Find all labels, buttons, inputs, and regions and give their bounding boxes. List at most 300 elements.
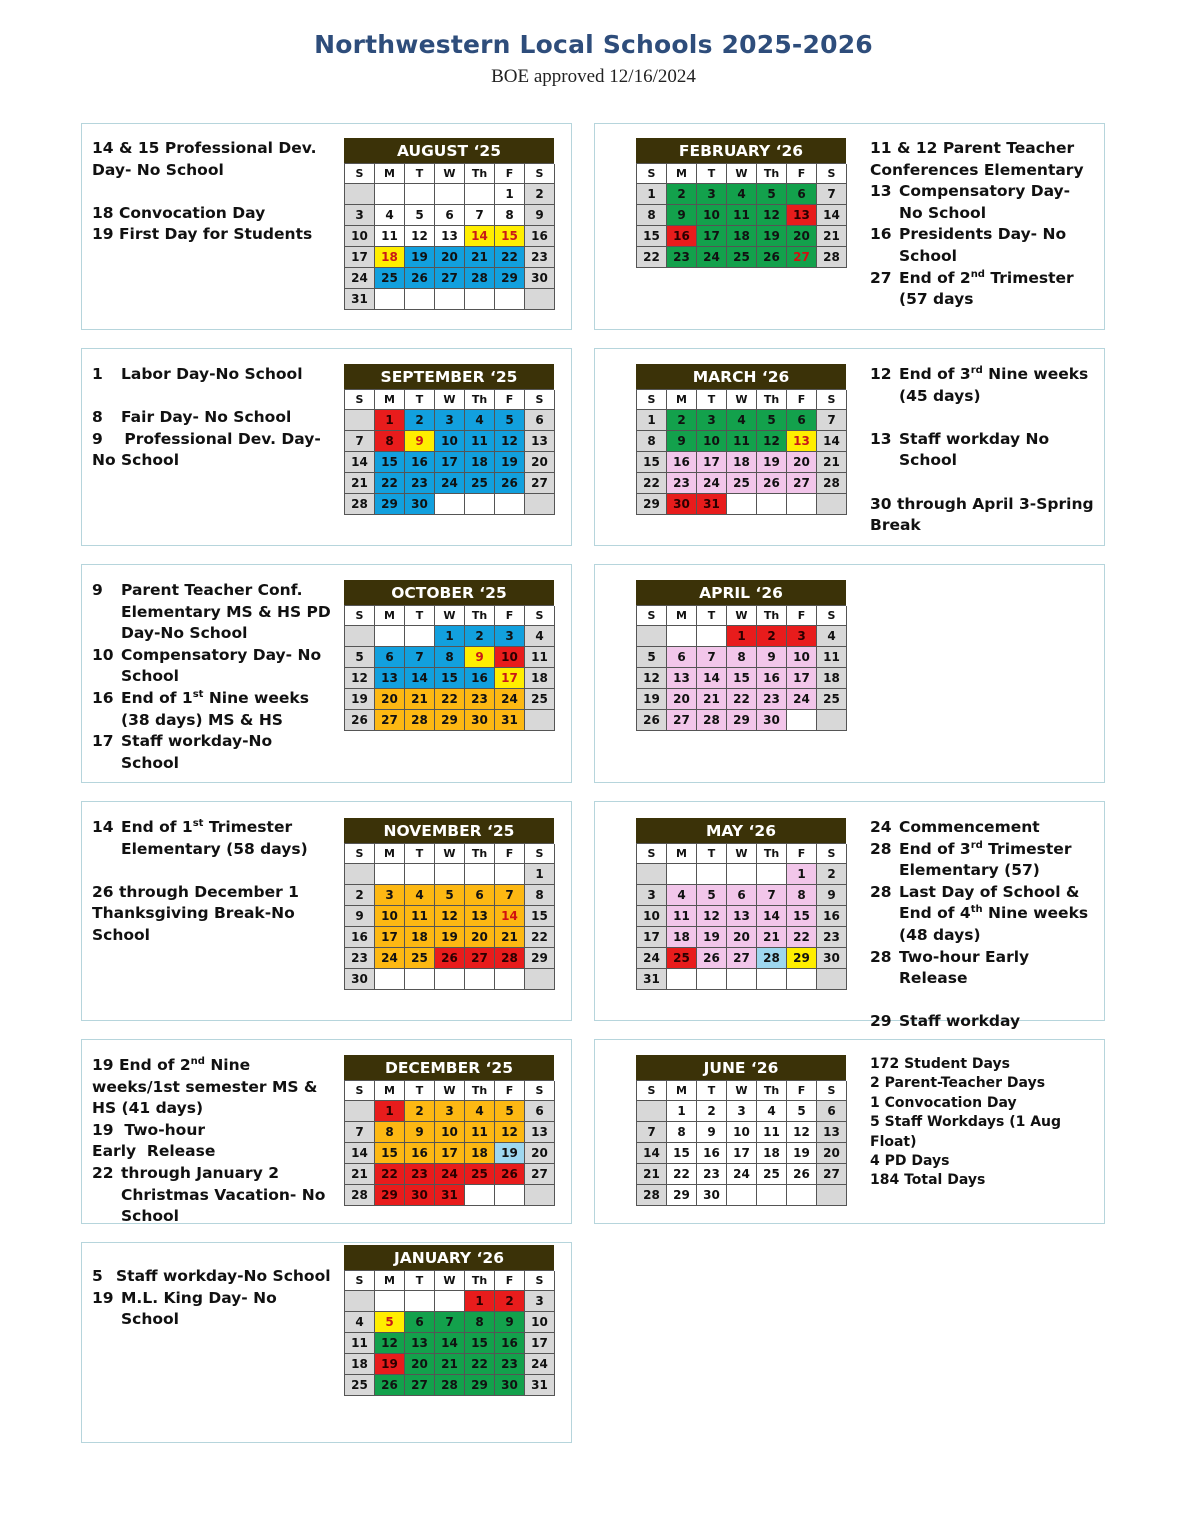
- calendar-note: [92, 407, 332, 429]
- weekday-header: W: [435, 844, 465, 864]
- day-cell: 11: [465, 431, 495, 452]
- calendar-jan: [344, 1245, 554, 1396]
- empty-day-cell: [465, 289, 495, 310]
- weekday-header: S: [525, 1271, 555, 1291]
- calendar-grid: [636, 843, 846, 990]
- day-cell: 12: [345, 668, 375, 689]
- weekday-header: S: [525, 390, 555, 410]
- day-cell: 1: [525, 864, 555, 885]
- day-cell: 21: [757, 927, 787, 948]
- day-cell: 16: [757, 668, 787, 689]
- note-text: Staff workday-No School: [121, 732, 273, 772]
- weekday-header: M: [667, 606, 697, 626]
- day-cell: 8: [435, 647, 465, 668]
- note-day-number: 19: [92, 1288, 114, 1307]
- note-day-number: 10: [92, 645, 114, 664]
- day-cell: 25: [345, 1375, 375, 1396]
- note-day-number: 13: [870, 429, 892, 448]
- day-cell: 17: [637, 927, 667, 948]
- day-cell: 8: [637, 431, 667, 452]
- day-cell: 11: [727, 431, 757, 452]
- day-cell: 18: [405, 927, 435, 948]
- day-cell: 29: [787, 948, 817, 969]
- day-cell: 1: [727, 626, 757, 647]
- day-cell: 22: [495, 247, 525, 268]
- day-cell: 25: [405, 948, 435, 969]
- weekday-header: Th: [465, 1271, 495, 1291]
- day-cell: 23: [697, 1164, 727, 1185]
- day-cell: 8: [727, 647, 757, 668]
- calendar-grid: [344, 163, 554, 310]
- calendar-apr: [636, 580, 846, 731]
- day-cell: 29: [667, 1185, 697, 1206]
- day-cell: 12: [757, 431, 787, 452]
- day-cell: 9: [817, 885, 847, 906]
- day-cell: 18: [525, 668, 555, 689]
- day-cell: 23: [817, 927, 847, 948]
- day-cell: 6: [405, 1312, 435, 1333]
- note-text-continued: Trimester Elementary (58 days): [121, 818, 308, 858]
- calendar-note: [92, 882, 332, 947]
- note-text: 2 Parent-Teacher Days: [870, 1075, 1046, 1092]
- weekday-header: S: [525, 844, 555, 864]
- day-cell: 4: [727, 184, 757, 205]
- weekday-header: Th: [465, 164, 495, 184]
- empty-day-cell: [757, 494, 787, 515]
- day-cell: 16: [667, 452, 697, 473]
- day-cell: 11: [667, 906, 697, 927]
- note-text: Commencement: [899, 818, 1040, 836]
- note-text-continued: Trimester Elementary (57): [899, 839, 1072, 880]
- weekday-header: S: [525, 606, 555, 626]
- note-day-number: 9: [92, 581, 103, 599]
- day-cell: 20: [375, 689, 405, 710]
- day-cell: 13: [787, 205, 817, 226]
- day-cell: 9: [495, 1312, 525, 1333]
- day-cell: 14: [405, 668, 435, 689]
- calendar-sep: [344, 364, 554, 515]
- note-text: 4 PD Days: [870, 1153, 950, 1170]
- weekday-header: T: [405, 390, 435, 410]
- day-cell: 19: [345, 689, 375, 710]
- day-cell: 17: [697, 226, 727, 247]
- day-cell: 15: [465, 1333, 495, 1354]
- note-superscript: rd: [970, 365, 983, 376]
- notes-mar: [870, 364, 1095, 537]
- note-text: Last Day of School & End of 4: [899, 882, 1080, 923]
- day-cell: 28: [637, 1185, 667, 1206]
- day-cell: 25: [375, 268, 405, 289]
- day-cell: 4: [667, 885, 697, 906]
- day-cell: 15: [787, 906, 817, 927]
- day-cell: 13: [667, 668, 697, 689]
- weekday-header: F: [495, 844, 525, 864]
- weekday-header: W: [727, 1081, 757, 1101]
- weekday-header: M: [375, 164, 405, 184]
- day-cell: 2: [345, 885, 375, 906]
- day-cell: 29: [727, 710, 757, 731]
- weekday-header: S: [817, 606, 847, 626]
- day-cell: 16: [525, 226, 555, 247]
- day-cell: 7: [757, 885, 787, 906]
- day-cell: 29: [465, 1375, 495, 1396]
- calendar-note: [870, 1074, 1100, 1093]
- note-superscript: st: [192, 818, 204, 829]
- note-day-number: 16: [92, 688, 114, 707]
- weekday-header: F: [787, 844, 817, 864]
- day-cell: 24: [375, 948, 405, 969]
- day-cell: 6: [727, 885, 757, 906]
- calendar-note: [92, 1288, 332, 1331]
- calendar-grid: [636, 605, 846, 731]
- day-cell: 18: [727, 452, 757, 473]
- day-cell: 23: [667, 247, 697, 268]
- day-cell: 6: [817, 1101, 847, 1122]
- note-text-continued: Trimester (57 days: [899, 268, 1074, 309]
- day-cell: 4: [525, 626, 555, 647]
- notes-jun: [870, 1055, 1100, 1191]
- day-cell: 7: [345, 1122, 375, 1143]
- day-cell: 30: [405, 1185, 435, 1206]
- day-cell: 2: [495, 1291, 525, 1312]
- day-cell: 24: [697, 473, 727, 494]
- day-cell: 26: [757, 247, 787, 268]
- day-cell: 6: [525, 410, 555, 431]
- day-cell: 17: [727, 1143, 757, 1164]
- calendar-note: [870, 494, 1095, 537]
- day-cell: 25: [525, 689, 555, 710]
- day-cell: 5: [435, 885, 465, 906]
- note-text: Presidents Day- No School: [899, 225, 1067, 265]
- calendar-grid: [344, 1080, 554, 1206]
- calendar-grid: [344, 605, 554, 731]
- day-cell: 7: [465, 205, 495, 226]
- day-cell: 23: [345, 948, 375, 969]
- day-cell: 12: [495, 1122, 525, 1143]
- day-cell: 25: [727, 247, 757, 268]
- day-cell: 24: [697, 247, 727, 268]
- day-cell: 9: [667, 205, 697, 226]
- empty-day-cell: [465, 494, 495, 515]
- day-cell: 21: [345, 473, 375, 494]
- day-cell: 6: [525, 1101, 555, 1122]
- weekday-header: F: [787, 1081, 817, 1101]
- note-day-number: 14: [92, 818, 114, 836]
- weekday-header: T: [697, 606, 727, 626]
- day-cell: 5: [757, 410, 787, 431]
- day-cell: 16: [345, 927, 375, 948]
- day-cell: 28: [345, 1185, 375, 1206]
- day-cell: 10: [697, 205, 727, 226]
- day-cell: 6: [667, 647, 697, 668]
- calendar-grid: [344, 1270, 554, 1396]
- day-cell: 17: [495, 668, 525, 689]
- weekday-header: F: [787, 606, 817, 626]
- day-cell: 17: [375, 927, 405, 948]
- day-cell: 21: [817, 452, 847, 473]
- day-cell: 9: [405, 1122, 435, 1143]
- note-text-continued: Nine weeks/1st semester MS & HS (41 days): [92, 1056, 318, 1118]
- day-cell: 16: [405, 1143, 435, 1164]
- note-superscript: nd: [970, 268, 985, 280]
- day-cell: 16: [405, 452, 435, 473]
- day-cell: 30: [817, 948, 847, 969]
- empty-day-cell: [465, 969, 495, 990]
- day-cell: 9: [345, 906, 375, 927]
- weekday-header: F: [787, 390, 817, 410]
- day-cell: 13: [405, 1333, 435, 1354]
- day-cell: 27: [465, 948, 495, 969]
- calendar-note: [870, 947, 1100, 990]
- empty-day-cell: [375, 626, 405, 647]
- weekday-header: T: [405, 1081, 435, 1101]
- day-cell: 15: [637, 226, 667, 247]
- day-cell: 23: [495, 1354, 525, 1375]
- note-text: 30 through April 3-Spring Break: [870, 494, 1094, 535]
- empty-day-cell: [667, 864, 697, 885]
- calendar-note: [870, 1011, 1100, 1033]
- day-cell: 2: [757, 626, 787, 647]
- page-subtitle: BOE approved 12/16/2024: [491, 66, 696, 87]
- day-cell: 14: [697, 668, 727, 689]
- day-cell: 27: [405, 1375, 435, 1396]
- note-day-number: 29: [870, 1012, 892, 1031]
- day-cell: 3: [727, 1101, 757, 1122]
- day-cell: 3: [495, 626, 525, 647]
- calendar-note: [92, 1055, 332, 1120]
- day-cell: 1: [637, 184, 667, 205]
- weekday-header: F: [495, 606, 525, 626]
- day-cell: 28: [465, 268, 495, 289]
- notes-jan: [92, 1266, 332, 1331]
- weekday-header: W: [435, 606, 465, 626]
- day-cell: 3: [345, 205, 375, 226]
- calendar-note: [870, 1094, 1100, 1113]
- note-text: Staff workday-No School: [116, 1267, 331, 1285]
- day-cell: 24: [787, 689, 817, 710]
- empty-day-cell: [787, 1185, 817, 1206]
- day-cell: 7: [345, 431, 375, 452]
- weekday-header: Th: [757, 844, 787, 864]
- day-cell: 24: [525, 1354, 555, 1375]
- weekday-header: W: [727, 164, 757, 184]
- note-text: Labor Day-No School: [121, 365, 303, 383]
- empty-day-cell: [465, 864, 495, 885]
- day-cell: 30: [525, 268, 555, 289]
- empty-day-cell: [697, 626, 727, 647]
- day-cell: 17: [345, 247, 375, 268]
- day-cell: 21: [345, 1164, 375, 1185]
- day-cell: 5: [787, 1101, 817, 1122]
- day-cell: 20: [405, 1354, 435, 1375]
- weekday-header: M: [667, 390, 697, 410]
- day-cell: 11: [465, 1122, 495, 1143]
- day-cell: 28: [817, 473, 847, 494]
- calendar-grid: [636, 389, 846, 515]
- day-cell: 19: [697, 927, 727, 948]
- month-title: JANUARY ‘26: [344, 1245, 554, 1270]
- day-cell: 5: [405, 205, 435, 226]
- day-cell: 11: [525, 647, 555, 668]
- day-cell: 12: [697, 906, 727, 927]
- empty-day-cell: [345, 1291, 375, 1312]
- note-text: M.L. King Day- No School: [121, 1288, 277, 1329]
- day-cell: 26: [375, 1375, 405, 1396]
- empty-day-cell: [435, 289, 465, 310]
- weekday-header: Th: [757, 606, 787, 626]
- empty-day-cell: [465, 1185, 495, 1206]
- weekday-header: T: [697, 844, 727, 864]
- day-cell: 27: [667, 710, 697, 731]
- weekday-header: S: [817, 844, 847, 864]
- day-cell: 3: [637, 885, 667, 906]
- day-cell: 12: [495, 431, 525, 452]
- day-cell: 1: [787, 864, 817, 885]
- day-cell: 16: [495, 1333, 525, 1354]
- day-cell: 21: [817, 226, 847, 247]
- day-cell: 1: [667, 1101, 697, 1122]
- day-cell: 10: [637, 906, 667, 927]
- day-cell: 1: [637, 410, 667, 431]
- weekday-header: W: [435, 164, 465, 184]
- day-cell: 15: [495, 226, 525, 247]
- note-text: 172 Student Days: [870, 1056, 1010, 1072]
- calendar-dec: [344, 1055, 554, 1206]
- day-cell: 24: [435, 1164, 465, 1185]
- day-cell: 30: [465, 710, 495, 731]
- calendar-note: [870, 839, 1100, 882]
- calendar-note: [870, 1152, 1100, 1171]
- day-cell: 20: [525, 1143, 555, 1164]
- note-day-number: 24: [870, 818, 892, 836]
- day-cell: 19: [435, 927, 465, 948]
- day-cell: 19: [495, 1143, 525, 1164]
- notes-sep: [92, 364, 332, 472]
- day-cell: 13: [465, 906, 495, 927]
- month-title: MAY ‘26: [636, 818, 846, 843]
- calendar-aug: [344, 138, 554, 310]
- day-cell: 25: [757, 1164, 787, 1185]
- weekday-header: T: [697, 164, 727, 184]
- day-cell: 23: [667, 473, 697, 494]
- calendar-nov: [344, 818, 554, 990]
- empty-day-cell: [495, 289, 525, 310]
- day-cell: 10: [787, 647, 817, 668]
- day-cell: 5: [637, 647, 667, 668]
- calendar-note: [870, 364, 1095, 407]
- day-cell: 19: [375, 1354, 405, 1375]
- note-text-continued: Nine weeks (45 days): [899, 365, 1089, 405]
- day-cell: 15: [727, 668, 757, 689]
- note-day-number: 16: [870, 225, 892, 244]
- day-cell: 22: [435, 689, 465, 710]
- day-cell: 26: [697, 948, 727, 969]
- day-cell: 16: [697, 1143, 727, 1164]
- day-cell: 26: [757, 473, 787, 494]
- day-cell: 22: [637, 473, 667, 494]
- weekday-header: S: [345, 390, 375, 410]
- note-superscript: th: [970, 904, 983, 916]
- note-text: Staff workday: [899, 1012, 1021, 1031]
- calendar-note: [92, 364, 332, 386]
- calendar-grid: [636, 163, 846, 268]
- empty-day-cell: [757, 969, 787, 990]
- day-cell: 22: [667, 1164, 697, 1185]
- note-day-number: 28: [870, 947, 892, 966]
- weekday-header: S: [637, 844, 667, 864]
- empty-day-cell: [435, 184, 465, 205]
- notes-aug: [92, 138, 332, 246]
- day-cell: 11: [727, 205, 757, 226]
- day-cell: 25: [465, 473, 495, 494]
- day-cell: 8: [465, 1312, 495, 1333]
- weekday-header: S: [345, 844, 375, 864]
- note-day-number: 8: [92, 408, 103, 427]
- day-cell: 15: [667, 1143, 697, 1164]
- weekday-header: T: [405, 606, 435, 626]
- day-cell: 25: [465, 1164, 495, 1185]
- month-title: OCTOBER ‘25: [344, 580, 554, 605]
- note-superscript: nd: [190, 1056, 205, 1067]
- weekday-header: F: [495, 164, 525, 184]
- day-cell: 3: [435, 1101, 465, 1122]
- day-cell: 14: [817, 205, 847, 226]
- empty-day-cell: [435, 864, 465, 885]
- day-cell: 24: [727, 1164, 757, 1185]
- day-cell: 19: [757, 226, 787, 247]
- day-cell: 30: [757, 710, 787, 731]
- day-cell: 6: [435, 205, 465, 226]
- note-superscript: rd: [970, 839, 983, 851]
- note-text-continued: Nine weeks (38 days) MS & HS: [121, 688, 309, 729]
- weekday-header: S: [345, 1271, 375, 1291]
- day-cell: 17: [435, 452, 465, 473]
- empty-day-cell: [525, 494, 555, 515]
- day-cell: 14: [465, 226, 495, 247]
- day-cell: 20: [787, 226, 817, 247]
- calendar-note: [870, 817, 1100, 839]
- day-cell: 10: [345, 226, 375, 247]
- day-cell: 4: [817, 626, 847, 647]
- month-title: SEPTEMBER ‘25: [344, 364, 554, 389]
- empty-day-cell: [637, 626, 667, 647]
- day-cell: 23: [525, 247, 555, 268]
- day-cell: 2: [405, 1101, 435, 1122]
- calendar-note: [870, 138, 1095, 181]
- day-cell: 30: [405, 494, 435, 515]
- notes-may: [870, 817, 1100, 1033]
- note-superscript: st: [192, 688, 204, 700]
- empty-day-cell: [405, 626, 435, 647]
- day-cell: 1: [375, 410, 405, 431]
- day-cell: 31: [525, 1375, 555, 1396]
- note-text: Parent Teacher Conf. Elementary MS & HS PD Day-No School: [121, 581, 331, 643]
- day-cell: 3: [435, 410, 465, 431]
- day-cell: 30: [345, 969, 375, 990]
- calendar-note: [92, 429, 332, 472]
- empty-day-cell: [435, 969, 465, 990]
- day-cell: 9: [465, 647, 495, 668]
- day-cell: 29: [435, 710, 465, 731]
- note-text: 19 Two-hour Early Release: [92, 1120, 216, 1161]
- day-cell: 17: [525, 1333, 555, 1354]
- note-text: 5 Staff Workdays (1 Aug Float): [870, 1114, 1062, 1150]
- day-cell: 2: [465, 626, 495, 647]
- day-cell: 21: [465, 247, 495, 268]
- note-text: 9 Professional Dev. Day- No School: [92, 429, 321, 470]
- day-cell: 18: [345, 1354, 375, 1375]
- month-title: NOVEMBER ‘25: [344, 818, 554, 843]
